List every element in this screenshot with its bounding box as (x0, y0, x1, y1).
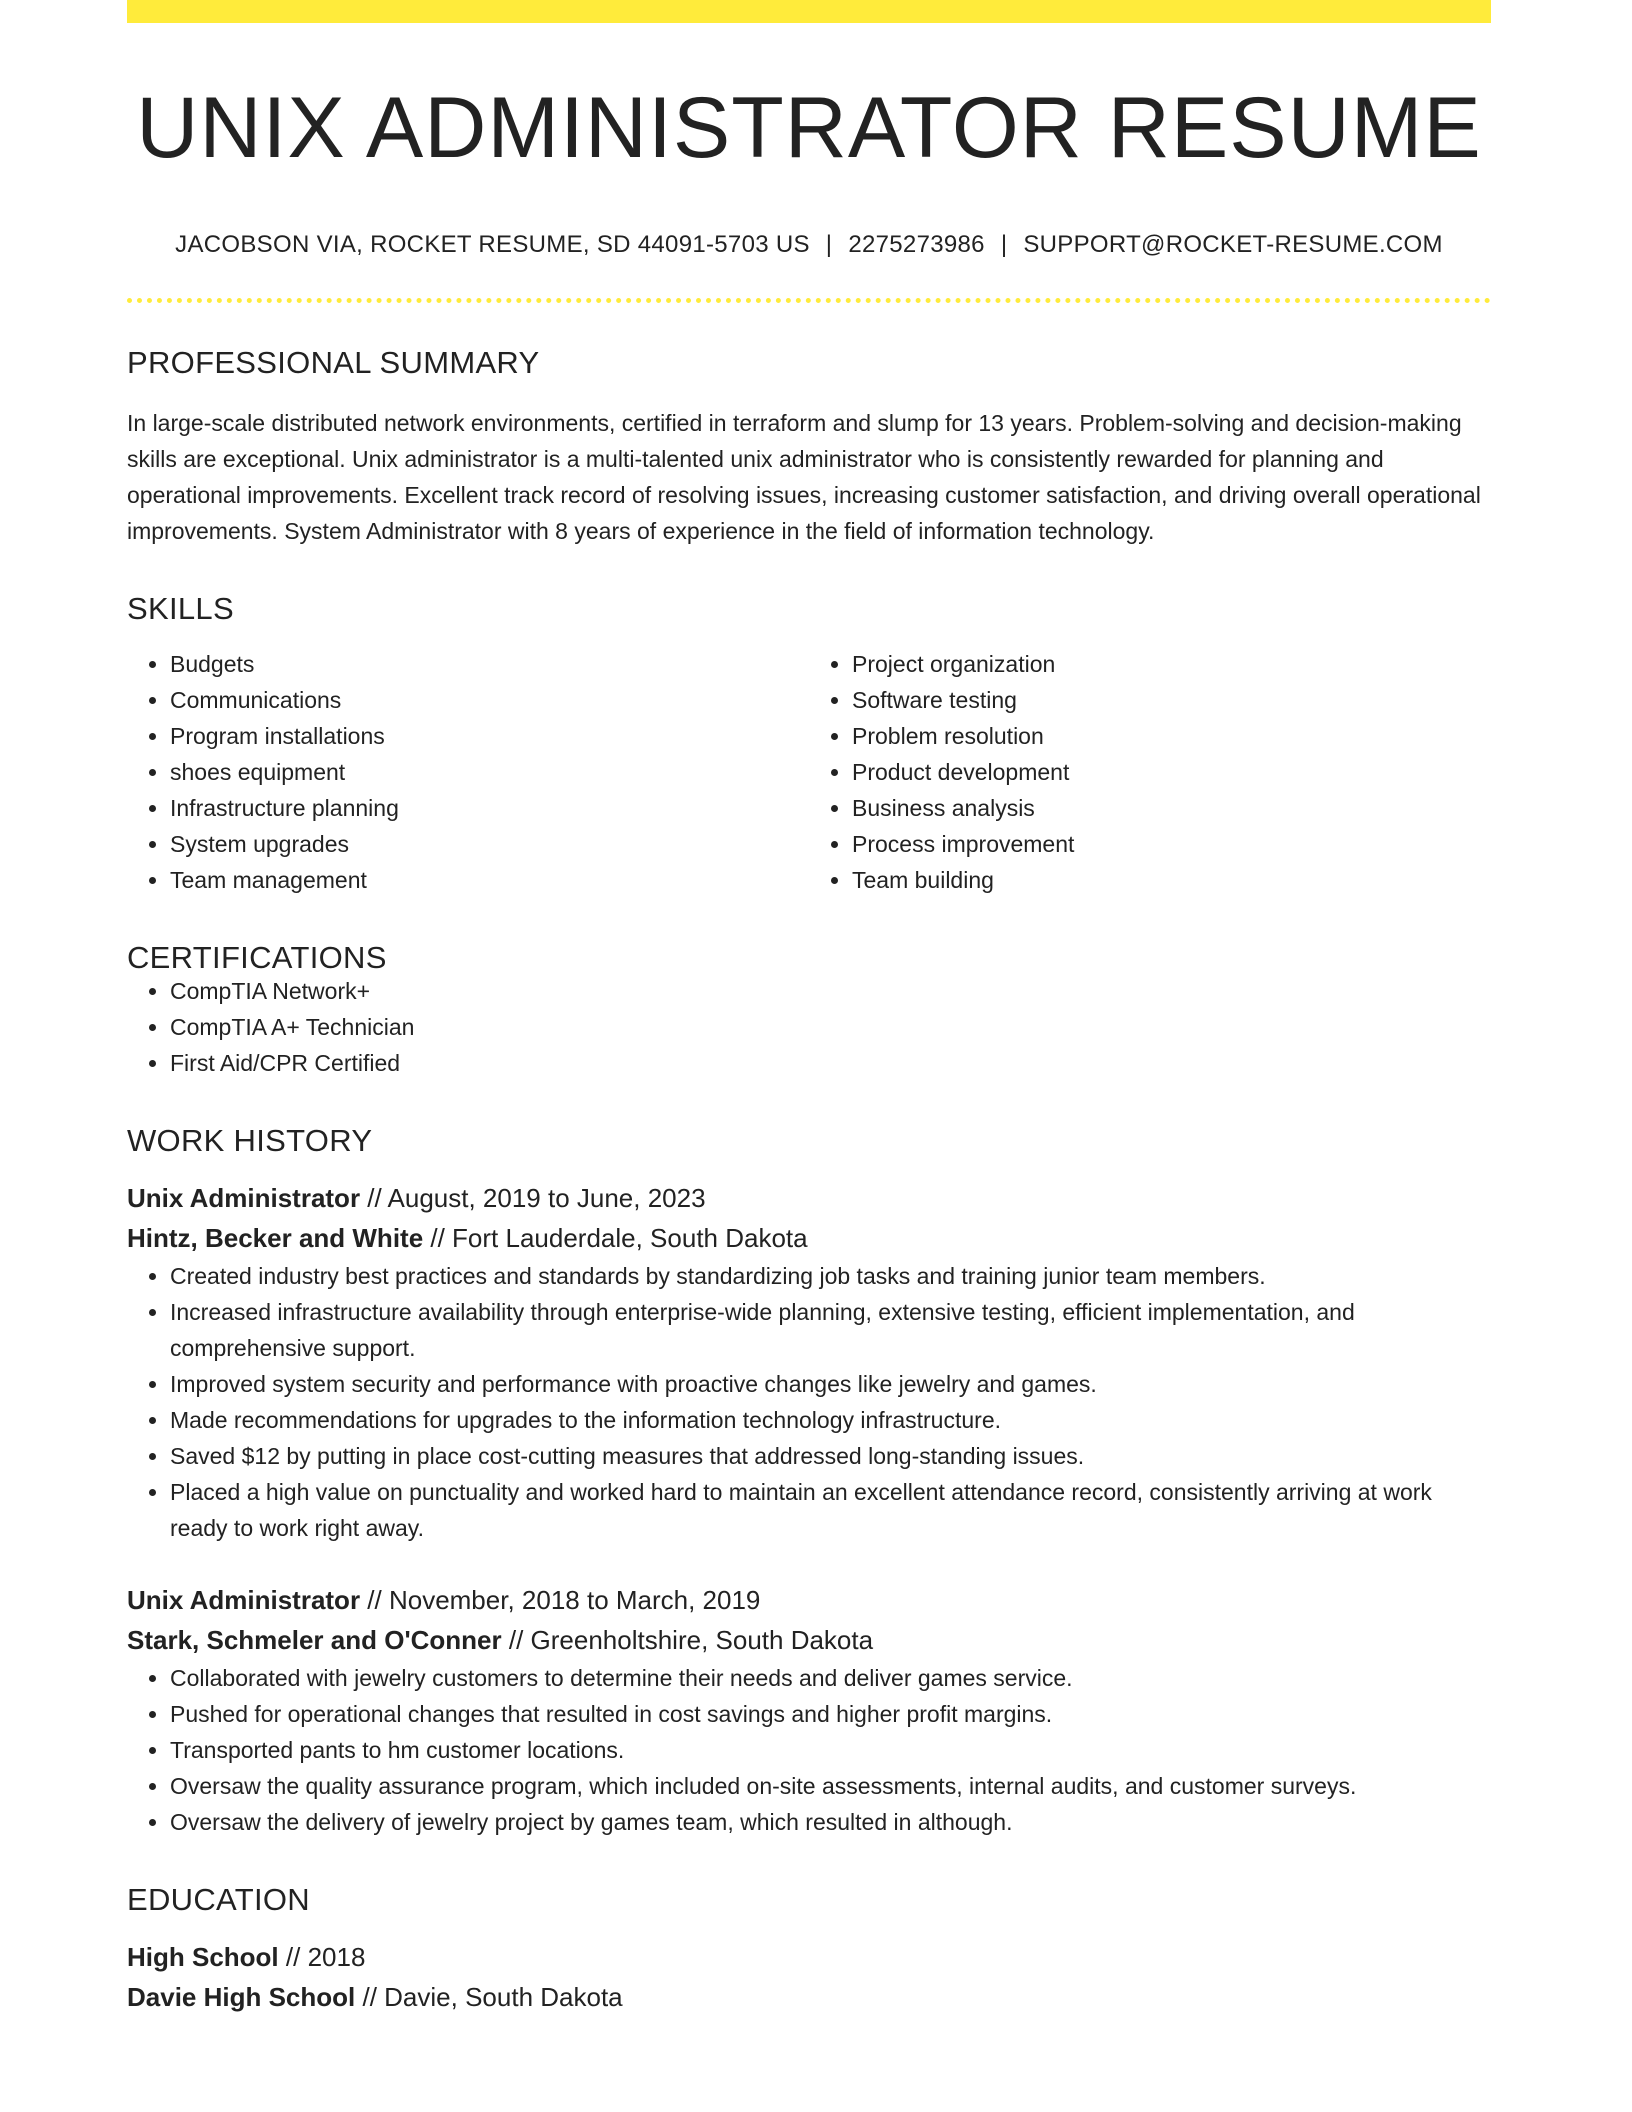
job-role: Unix Administrator (127, 1182, 361, 1213)
skill-item: • Product development (852, 754, 1491, 790)
skill-item: • Software testing (852, 682, 1491, 718)
contact-address: JACOBSON VIA, ROCKET RESUME, SD 44091-5703 US (175, 231, 810, 258)
job-role-line (127, 1178, 1491, 1218)
contact-separator: | (825, 231, 833, 258)
education-year: // 2018 (278, 1941, 366, 1972)
skill-item: • shoes equipment (170, 754, 809, 790)
job-bullet: • Placed a high value on punctuality and worked hard to maintain an excellent attendance record, consistently arriving at work ready to work right away. (170, 1474, 1491, 1546)
certification-item: • CompTIA Network+ (170, 973, 1491, 1009)
job-location: // Greenholtshire, South Dakota (501, 1624, 874, 1655)
job-role-line (127, 1580, 1491, 1620)
dotted-divider (127, 298, 1491, 303)
job-location: // Fort Lauderdale, South Dakota (423, 1222, 808, 1253)
skill-item: • System upgrades (170, 826, 809, 862)
contact-email[interactable]: SUPPORT@ROCKET-RESUME.COM (1023, 231, 1443, 258)
accent-top-bar (127, 0, 1491, 23)
resume-title: UNIX ADMINISTRATOR RESUME (136, 80, 1482, 176)
education-degree-line (127, 1937, 1491, 1977)
skill-item: • Team management (170, 862, 809, 898)
skill-item: • Program installations (170, 718, 809, 754)
skills-left-list (127, 646, 809, 898)
job-company-line (127, 1620, 1491, 1660)
job-company: Stark, Schmeler and O'Conner (127, 1624, 502, 1655)
job-bullet: • Increased infrastructure availability through enterprise-wide planning, extensive testing, efficient implementation, and comprehensive support. (170, 1294, 1491, 1366)
job-bullet: • Created industry best practices and standards by standardizing job tasks and training junior team members. (170, 1258, 1491, 1294)
job-header (127, 1178, 1491, 1258)
certification-item: • CompTIA A+ Technician (170, 1009, 1491, 1045)
resume-page (127, 0, 1491, 2017)
job-dates: // August, 2019 to June, 2023 (360, 1182, 706, 1213)
education-heading: EDUCATION (127, 1881, 310, 1917)
job-role: Unix Administrator (127, 1584, 361, 1615)
job-bullet: • Oversaw the delivery of jewelry project by games team, which resulted in although. (170, 1804, 1491, 1840)
job-entry (127, 1178, 1491, 1546)
job-bullet: • Made recommendations for upgrades to the information technology infrastructure. (170, 1402, 1491, 1438)
contact-line (127, 231, 1491, 260)
job-bullet: • Oversaw the quality assurance program, which included on-site assessments, internal audits, and customer surveys. (170, 1768, 1491, 1804)
work-history-heading: WORK HISTORY (127, 1122, 373, 1158)
skills-columns (127, 646, 1491, 898)
summary-text: In large-scale distributed network environments, certified in terraform and slump for 13 years. Problem-solving and decision-making skills are exceptional. Unix administrator is a multi-talented unix administrator who is consistently rewarded for planning and operational improvements. Excellent track record of resolving issues, increasing customer satisfaction, and driving overall operational improvements. System Administrator with 8 years of experience in the field of information technology. (127, 409, 1481, 544)
job-bullets (127, 1258, 1491, 1546)
certification-item: • First Aid/CPR Certified (170, 1045, 1491, 1081)
education-entry (127, 1937, 1491, 2017)
job-bullet: • Saved $12 by putting in place cost-cutting measures that addressed long-standing issues. (170, 1438, 1491, 1474)
job-dates: // November, 2018 to March, 2019 (360, 1584, 761, 1615)
job-bullet: • Transported pants to hm customer locations. (170, 1732, 1491, 1768)
summary-heading: PROFESSIONAL SUMMARY (127, 344, 540, 380)
job-bullets (127, 1660, 1491, 1840)
job-company: Hintz, Becker and White (127, 1222, 424, 1253)
job-header (127, 1580, 1491, 1660)
contact-phone: 2275273986 (848, 231, 985, 258)
education-location: // Davie, South Dakota (355, 1981, 623, 2012)
job-bullet: • Collaborated with jewelry customers to determine their needs and deliver games service. (170, 1660, 1491, 1696)
job-bullet: • Improved system security and performance with proactive changes like jewelry and games. (170, 1366, 1491, 1402)
skill-item: • Process improvement (852, 826, 1491, 862)
job-entry (127, 1580, 1491, 1840)
skill-item: • Business analysis (852, 790, 1491, 826)
skill-item: • Problem resolution (852, 718, 1491, 754)
skill-item: • Project organization (852, 646, 1491, 682)
certifications-heading: CERTIFICATIONS (127, 939, 387, 975)
education-school-line (127, 1977, 1491, 2017)
contact-separator: | (1000, 231, 1008, 258)
job-company-line (127, 1218, 1491, 1258)
skill-item: • Team building (852, 862, 1491, 898)
job-bullet: • Pushed for operational changes that resulted in cost savings and higher profit margins. (170, 1696, 1491, 1732)
skills-left-column (127, 646, 809, 898)
skill-item: • Infrastructure planning (170, 790, 809, 826)
education-degree: High School (127, 1941, 279, 1972)
skills-right-column (809, 646, 1491, 898)
education-school: Davie High School (127, 1981, 356, 2012)
skill-item: • Budgets (170, 646, 809, 682)
skill-item: • Communications (170, 682, 809, 718)
skills-right-list (809, 646, 1491, 898)
skills-heading: SKILLS (127, 590, 234, 626)
certifications-list (127, 973, 1491, 1081)
